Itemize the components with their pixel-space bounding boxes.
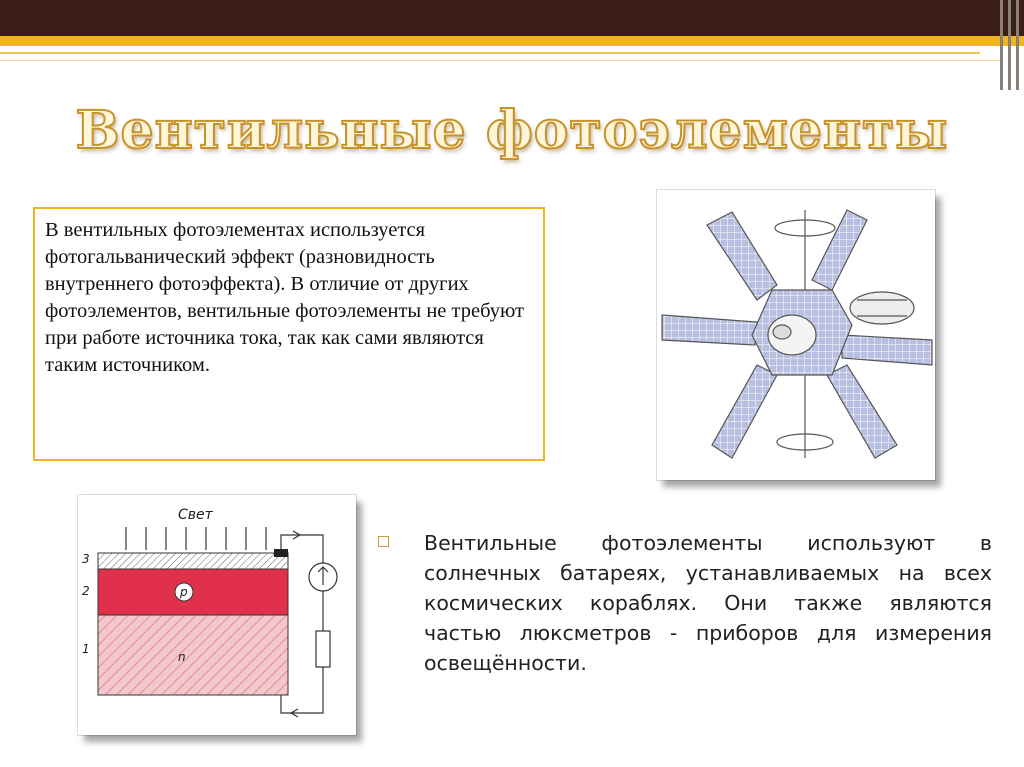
bullet-item <box>378 528 992 678</box>
slide-title: Вентильные фотоэлементы <box>75 100 949 161</box>
n-layer <box>98 615 288 695</box>
layer-3 <box>98 553 288 569</box>
accent-line <box>0 52 980 54</box>
satellite-image <box>657 190 935 480</box>
description-box <box>33 207 545 461</box>
layer-label-1: 1 <box>82 642 90 656</box>
bullet-text: Вентильные фотоэлементы используют в солнечных батареях, устанавливаемых на всех космических кораблях. Они также являются частью люксметров - приборов для измерения освещённости. <box>424 531 992 675</box>
satellite-illustration <box>657 190 935 480</box>
edge-line <box>1008 0 1011 90</box>
description-text: В вентильных фотоэлементах используется фотогальванический эффект (разновидность внутреннего фотоэффекта). В отличие от других фотоэлементов, вентильные фотоэлементы не требуют при работе источника тока, так как сами являются таким источником. <box>45 219 524 376</box>
edge-line <box>1000 0 1003 90</box>
layer-label-2: 2 <box>82 584 90 598</box>
photocell-schematic <box>78 495 356 735</box>
accent-bar <box>0 36 1024 46</box>
accent-line-thin <box>0 60 1000 61</box>
header-bar <box>0 0 1024 36</box>
edge-line <box>1016 0 1019 90</box>
layer-label-3: 3 <box>82 552 90 566</box>
bullet-square-icon <box>378 536 389 547</box>
p-label: p <box>180 585 188 599</box>
light-label: Свет <box>178 507 213 523</box>
photocell-diagram <box>78 495 356 735</box>
n-label: n <box>178 650 186 664</box>
